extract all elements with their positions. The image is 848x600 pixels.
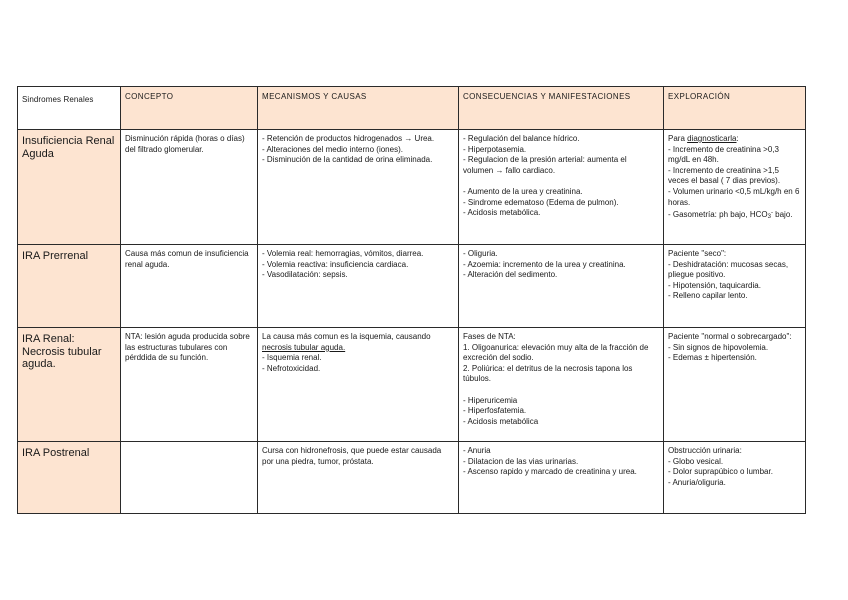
cell-line: - Azoemia: incremento de la urea y creatinina. — [463, 259, 626, 269]
cell-line — [668, 134, 801, 145]
cell-line: - Alteraciones del medio interno (iones). — [262, 144, 403, 154]
cell-line: - Globo vesical. — [668, 456, 724, 466]
cell-line: - Deshidratación: mucosas secas, pliegue positivo. — [668, 259, 791, 280]
cell-line: - Acidosis metabólica — [463, 416, 539, 426]
cell-line — [668, 208, 801, 223]
cell-line: - Nefrotoxicidad. — [262, 363, 321, 373]
cell-line: - Volemia real: hemorragias, vómitos, diarrea. — [262, 249, 424, 258]
cell-line: - Edemas ± hipertensión. — [668, 353, 757, 363]
text-run: Para — [668, 134, 688, 143]
cell-line: NTA: lesión aguda producida sobre las estructuras tubulares con pérddida de su función. — [125, 332, 253, 363]
row-title: IRA Postrenal — [18, 442, 121, 514]
table-row — [18, 245, 806, 328]
table-row — [18, 130, 806, 245]
row-title: Insuficiencia Renal Aguda — [18, 130, 121, 245]
exploracion-cell — [664, 130, 806, 245]
mecanismos-cell — [258, 328, 459, 442]
cell-line: - Regulacion de la presión arterial: aumenta el volumen → fallo cardiaco. — [463, 155, 629, 175]
header-consecuencias: CONSECUENCIAS Y MANIFESTACIONES — [459, 87, 664, 130]
cell-line: Disminución rápida (horas o días) del filtrado glomerular. — [125, 134, 247, 154]
cell-line: - Incremento de creatinina >1,5 veces el basal ( 7 dias previos). — [668, 165, 782, 186]
concepto-cell — [121, 442, 258, 514]
table-row — [18, 328, 806, 442]
cell-line: - Sindrome edematoso (Edema de pulmon). — [463, 197, 619, 207]
cell-line: - Volumen urinario <0,5 mL/kg/h en 6 horas. — [668, 186, 802, 207]
cell-line: - Regulación del balance hídrico. — [463, 134, 580, 143]
renal-syndromes-table — [17, 86, 806, 514]
header-mecanismos: MECANISMOS Y CAUSAS — [258, 87, 459, 130]
mecanismos-cell — [258, 442, 459, 514]
row-title: IRA Renal: Necrosis tubular aguda. — [18, 328, 121, 442]
cell-line: - Hiperuricemia — [463, 395, 518, 405]
spacer — [463, 176, 659, 187]
cell-line: Paciente "seco": — [668, 249, 727, 258]
cell-line: - Relleno capilar lento. — [668, 291, 748, 301]
cell-line: 2. Poliúrica: el detritus de la necrosis tapona los túbulos. — [463, 363, 635, 384]
underlined-term: diagnosticarla — [687, 134, 737, 143]
cell-line: Cursa con hidronefrosis, que puede estar causada por una piedra, tumor, próstata. — [262, 446, 444, 466]
cell-line: - Isquemia renal. — [262, 353, 322, 363]
cell-line: - Retención de productos hidrogenados → Urea. — [262, 134, 435, 143]
superscript: - — [770, 210, 773, 217]
consecuencias-cell — [459, 328, 664, 442]
cell-line: Paciente "normal o sobrecargado": — [668, 332, 792, 341]
cell-line: - Oliguria. — [463, 249, 498, 258]
underlined-term: necrosis tubular aguda. — [262, 342, 346, 352]
cell-line: - Sin signos de hipovolemia. — [668, 342, 769, 352]
cell-line: - Volemia reactiva: insuficiencia cardiaca. — [262, 259, 409, 269]
text-run: bajo. — [772, 210, 793, 220]
cell-line: Causa más comun de insuficiencia renal aguda. — [125, 249, 251, 269]
cell-line: - Anuria/oliguria. — [668, 477, 726, 487]
row-title: IRA Prerrenal — [18, 245, 121, 328]
mecanismos-cell — [258, 130, 459, 245]
concepto-cell — [121, 328, 258, 442]
consecuencias-cell — [459, 442, 664, 514]
text-run: - Gasometría: ph bajo, HCO — [668, 210, 768, 220]
header-sindromes: Sindromes Renales — [18, 87, 121, 130]
consecuencias-cell — [459, 130, 664, 245]
text-run: La causa más comun es la isquemia, causando — [262, 332, 433, 341]
consecuencias-cell — [459, 245, 664, 328]
cell-line: - Hipotensión, taquicardia. — [668, 280, 761, 290]
cell-line: - Alteración del sedimento. — [463, 270, 558, 280]
cell-line: - Vasodilatación: sepsis. — [262, 270, 348, 280]
table-row — [18, 442, 806, 514]
cell-line: Fases de NTA: — [463, 332, 516, 341]
cell-line: - Anuria — [463, 446, 491, 455]
cell-line: - Ascenso rapido y marcado de creatinina y urea. — [463, 467, 637, 477]
cell-line: - Aumento de la urea y creatinina. — [463, 186, 583, 196]
exploracion-cell — [664, 328, 806, 442]
cell-line: - Disminución de la cantidad de orina eliminada. — [262, 155, 433, 165]
concepto-cell — [121, 245, 258, 328]
spacer — [463, 385, 659, 396]
header-exploracion: EXPLORACIÓN — [664, 87, 806, 130]
cell-line — [262, 332, 454, 353]
concepto-cell — [121, 130, 258, 245]
cell-line: Obstrucción urinaria: — [668, 446, 742, 455]
exploracion-cell — [664, 245, 806, 328]
cell-line: - Incremento de creatinina >0,3 mg/dL en 48h. — [668, 144, 782, 165]
cell-line: - Hiperfosfatemia. — [463, 406, 527, 416]
cell-line: - Dilatacion de las vias urinarias. — [463, 456, 579, 466]
cell-line: - Dolor suprapúbico o lumbar. — [668, 467, 773, 477]
header-row — [18, 87, 806, 130]
cell-line: - Hiperpotasemia. — [463, 144, 527, 154]
header-concepto: CONCEPTO — [121, 87, 258, 130]
subscript: 3 — [767, 214, 771, 221]
cell-line: - Acidosis metabólica. — [463, 208, 541, 218]
text-run: : — [736, 134, 739, 143]
exploracion-cell — [664, 442, 806, 514]
mecanismos-cell — [258, 245, 459, 328]
cell-line: 1. Oligoanurica: elevación muy alta de la fracción de excreción del sodio. — [463, 342, 651, 363]
